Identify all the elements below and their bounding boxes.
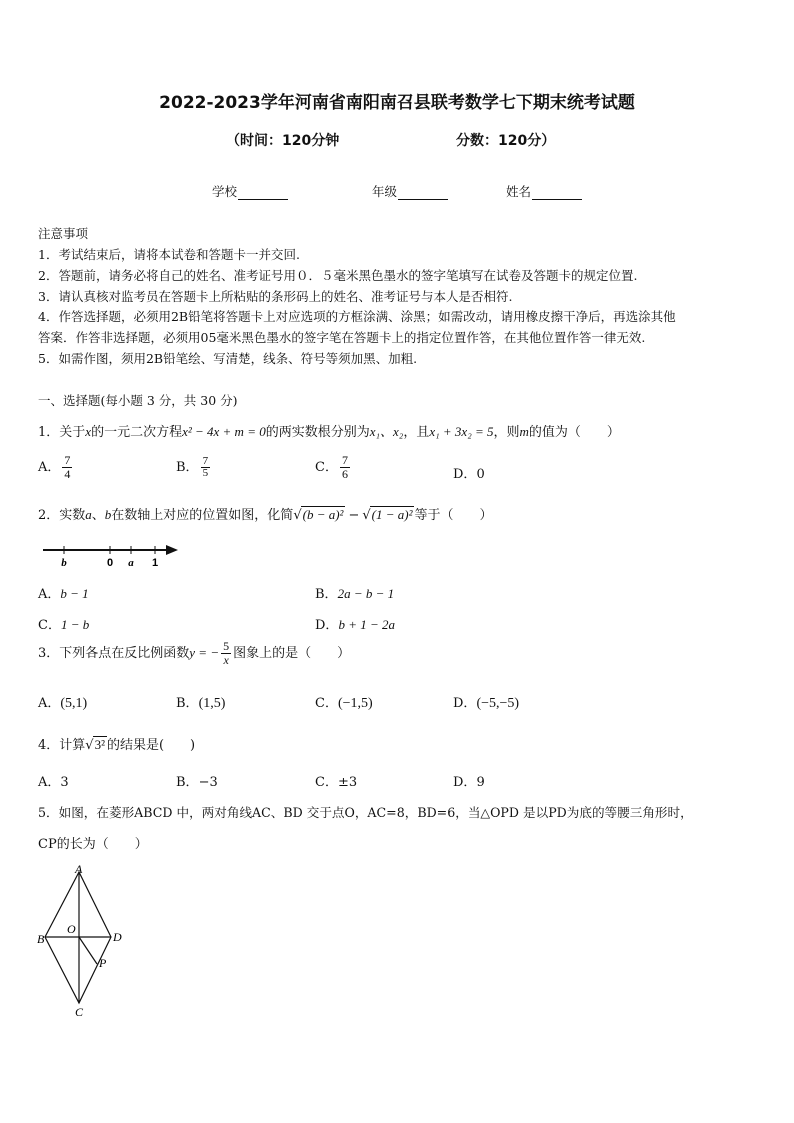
grade-label: 年级 <box>372 184 398 199</box>
exam-title: 2022-2023学年河南省南阳南召县联考数学七下期末统考试题 <box>159 93 635 113</box>
q2-var-b: b <box>104 507 112 522</box>
grade-blank <box>398 199 448 200</box>
q4-option-a[interactable] <box>38 771 69 790</box>
point-p: P <box>99 956 107 970</box>
question-5-line1: 5．如图，在菱形ABCD 中，两对角线AC、BD 交于点O，AC=8，BD=6，当△OPD 是以PD为底的等腰三角形时， <box>38 805 693 820</box>
numerator: 7 <box>341 453 348 467</box>
q1-text: 的值为（ ） <box>528 425 620 440</box>
label-b: b <box>61 557 67 569</box>
fraction <box>62 454 72 481</box>
option-text: 0 <box>476 467 485 482</box>
exam-time: （时间：120分钟 <box>226 133 340 149</box>
option-label: C． <box>315 775 338 790</box>
numerator: 7 <box>202 455 209 467</box>
q4-option-c[interactable] <box>315 771 357 790</box>
q3-option-d[interactable] <box>453 692 519 712</box>
numerator: 7 <box>64 453 71 467</box>
q2-option-d[interactable] <box>315 614 395 633</box>
radical-icon: √ <box>293 508 302 523</box>
q2-option-a[interactable] <box>38 583 89 602</box>
numerator: 5 <box>223 639 230 653</box>
point-a: A <box>75 862 83 876</box>
label-a: a <box>128 557 134 569</box>
question-1 <box>38 421 620 440</box>
exam-score: 分数：120分） <box>456 133 556 149</box>
notice-item: 4．作答选择题，必须用2B铅笔将答题卡上对应选项的方框涂满、涂黑；如需改动，请用橡皮擦干净后，再选涂其他 <box>38 309 676 324</box>
q4-option-b[interactable] <box>176 771 218 790</box>
rhombus-figure <box>34 860 134 1020</box>
radical-icon: √ <box>362 508 371 523</box>
option-label: A． <box>38 587 61 602</box>
q2-text: 在数轴上对应的位置如图，化简 <box>111 508 294 523</box>
school-label: 学校 <box>212 184 238 199</box>
q1-option-d[interactable] <box>453 463 485 482</box>
option-label: D． <box>315 618 339 633</box>
option-label: C． <box>315 460 338 475</box>
option-text: b + 1 − 2a <box>338 617 395 632</box>
option-text: 1 − b <box>60 617 90 632</box>
q2-radicand-1: (b − a)² <box>302 507 344 522</box>
q2-text: 2．实数 <box>38 508 86 523</box>
q1-option-b[interactable] <box>176 456 212 479</box>
point-d: D <box>113 930 122 944</box>
question-2 <box>38 504 492 523</box>
q1-text: ，则 <box>493 425 520 440</box>
option-label: D． <box>453 467 477 482</box>
q2-minus: − <box>348 508 360 523</box>
option-text: ±3 <box>337 775 358 790</box>
q1-text: 1．关于 <box>38 425 86 440</box>
segment-op <box>79 937 97 964</box>
denominator: 4 <box>64 467 71 481</box>
school-blank <box>238 199 288 200</box>
question-4 <box>38 734 195 753</box>
q1-var-m: m <box>519 424 529 439</box>
denominator: 6 <box>341 467 348 481</box>
q2-text: 、 <box>91 508 105 523</box>
option-label: D． <box>453 775 477 790</box>
section-heading: 一、选择题(每小题 3 分，共 30 分) <box>38 393 238 408</box>
denominator: x <box>223 653 229 667</box>
question-3 <box>38 640 350 667</box>
option-label: B． <box>176 460 199 475</box>
q4-option-d[interactable] <box>453 771 485 790</box>
option-label: B． <box>176 696 199 711</box>
option-text: 3 <box>60 775 69 790</box>
q2-var-a: a <box>85 507 92 522</box>
option-label: A． <box>38 775 61 790</box>
q1-text: 的两实数根分别为 <box>265 425 370 440</box>
fraction <box>221 640 231 667</box>
option-label: B． <box>176 775 199 790</box>
q3-option-b[interactable] <box>176 692 225 712</box>
notice-item: 1．考试结束后，请将本试卷和答题卡一并交回. <box>38 247 300 262</box>
option-text: b − 1 <box>60 586 89 601</box>
name-field <box>506 182 582 200</box>
option-label: C． <box>38 618 61 633</box>
notice-item: 2．答题前，请务必将自己的姓名、准考证号用０．５毫米黑色墨水的签字笔填写在试卷及答题卡的规定位置. <box>38 268 638 283</box>
option-label: D． <box>453 696 477 711</box>
arrow-icon <box>166 545 178 555</box>
q2-radicand-2: (1 − a)² <box>371 507 413 522</box>
point-c: C <box>75 1005 84 1019</box>
q1-option-a[interactable] <box>38 454 74 481</box>
option-text: 2a − b − 1 <box>337 586 395 601</box>
radical-icon: √ <box>85 738 94 753</box>
denominator: 5 <box>202 467 209 479</box>
q1-text: 的一元二次方程 <box>91 425 183 440</box>
name-label: 姓名 <box>506 184 532 199</box>
q2-option-c[interactable] <box>38 614 89 633</box>
notice-heading: 注意事项 <box>38 226 89 241</box>
grade-field <box>372 182 448 200</box>
q1-condition: x₁ + 3x₂ = 5 <box>429 424 494 439</box>
option-text: −3 <box>198 775 218 790</box>
q1-var-x: x <box>85 424 92 439</box>
name-blank <box>532 199 582 200</box>
q4-text: 的结果是( ) <box>106 738 196 753</box>
notice-item: 3．请认真核对监考员在答题卡上所粘贴的条形码上的姓名、准考证号与本人是否相符. <box>38 289 513 304</box>
notice-item: 5．如需作图，须用2B铅笔绘、写清楚，线条、符号等须加黑、加粗. <box>38 351 418 366</box>
point-b: B <box>37 932 45 946</box>
fraction <box>201 456 211 479</box>
school-field <box>212 182 288 200</box>
q1-text: ，且 <box>403 425 430 440</box>
q1-equation: x² − 4x + m = 0 <box>182 424 266 439</box>
q3-option-c[interactable] <box>315 692 373 712</box>
option-label: A． <box>38 460 61 475</box>
option-text: (5,1) <box>60 696 88 711</box>
q1-roots: x₁、x₂ <box>369 424 404 439</box>
q3-function-lhs: y = − <box>189 645 220 660</box>
option-label: C． <box>315 696 338 711</box>
option-text: (1,5) <box>198 696 226 711</box>
q4-radicand: 3² <box>94 737 105 752</box>
point-o: O <box>67 922 76 936</box>
question-5-line2: CP的长为（ ） <box>38 837 148 852</box>
option-text: (−5,−5) <box>476 696 520 711</box>
option-label: B． <box>315 587 338 602</box>
q3-option-a[interactable] <box>38 692 87 712</box>
q4-text: 4．计算 <box>38 738 86 753</box>
option-text: 9 <box>476 775 485 790</box>
option-label: A． <box>38 696 61 711</box>
q3-text: 图象上的是（ ） <box>233 646 351 661</box>
number-line-figure <box>40 540 185 570</box>
q3-text: 3．下列各点在反比例函数 <box>38 646 190 661</box>
option-text: (−1,5) <box>337 696 373 711</box>
q2-option-b[interactable] <box>315 583 394 602</box>
label-0: 0 <box>106 557 114 569</box>
fraction <box>340 454 350 481</box>
q2-text: 等于（ ） <box>414 508 493 523</box>
q1-option-c[interactable] <box>315 454 352 481</box>
label-1: 1 <box>151 557 159 569</box>
notice-item: 答案．作答非选择题，必须用05毫米黑色墨水的签字笔在答题卡上的指定位置作答，在其他位置作答一律无效. <box>38 330 646 345</box>
